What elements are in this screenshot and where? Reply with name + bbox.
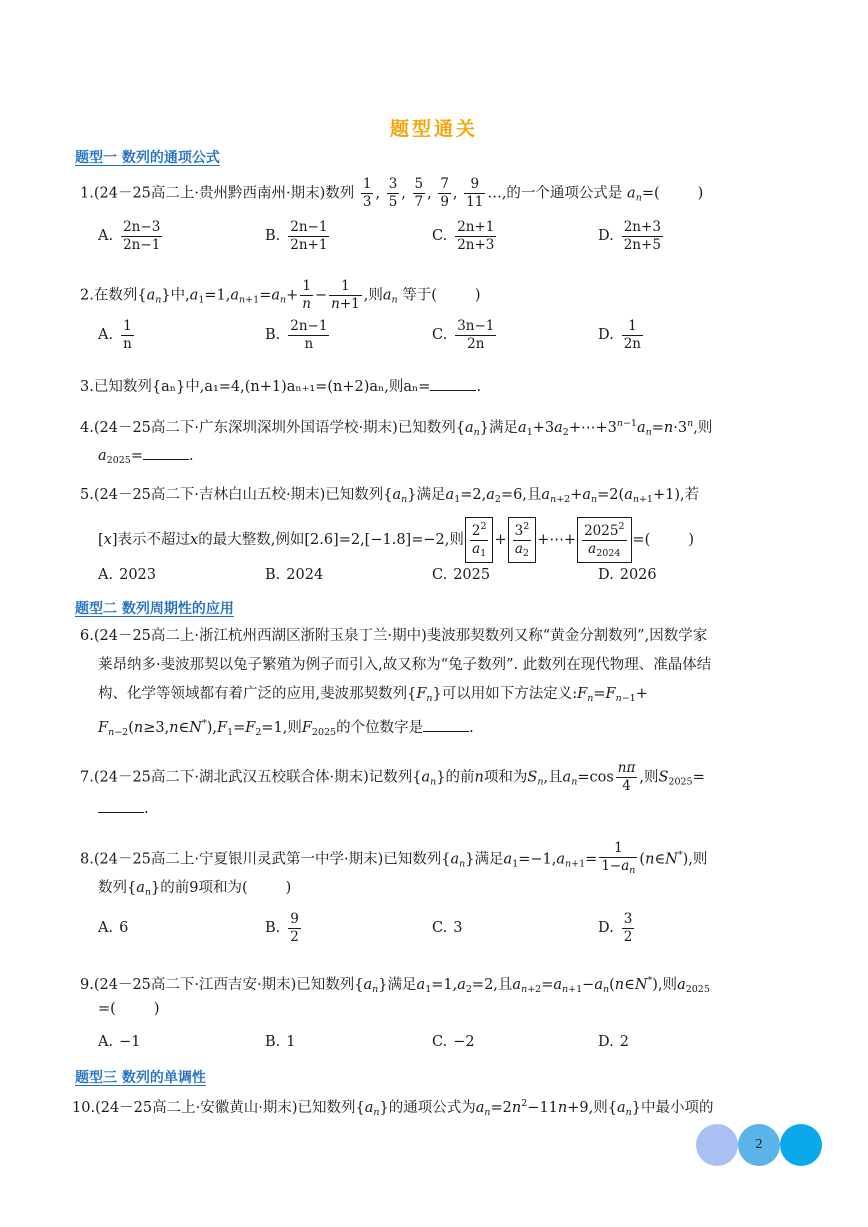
answer-blank[interactable] <box>143 445 189 460</box>
choice-d[interactable]: D. 2026 <box>598 567 657 583</box>
choice-b[interactable]: B. $\frac{2n-1}{2n+1}$ <box>265 218 328 253</box>
choice-b[interactable]: B. 1 <box>265 1034 296 1050</box>
question-9-cont: =( ) <box>98 1001 160 1017</box>
page-title: 题型通关 <box>389 118 478 140</box>
question-2: 2.在数列$\{a_n\}$中$,a_1=1,a_{n+1}=a_n+$ $\frac{1}{n}$ − $\frac{1}{n+1}$ ,则$a_n$ 等于( ) <box>80 278 481 312</box>
choice-b[interactable]: B. $\frac{2n-1}{n}$ <box>265 317 328 352</box>
choices-q5 <box>98 557 778 593</box>
choices-q2 <box>98 317 778 353</box>
term-fraction: $\frac{1}{3}$ <box>362 176 372 210</box>
question-1: 1.(24－25高二上·贵州黔西南州·期末)数列 $\frac{1}{3}$ , $\frac{3}{5}$ , $\frac{5}{7}$ , $\frac{7}{9}$ , $\frac{9}{11}$ …,的一个通项公式是 $a_n=$( ) <box>80 176 704 210</box>
term-fraction: $\frac{7}{9}$ <box>440 176 449 210</box>
question-10: 10.(24－25高二上·安徽黄山·期末)已知数列$\{a_n\}$的通项公式为$a_n=2n^2-11n+9$,则$\{a_n\}$中最小项的 <box>72 1098 714 1118</box>
question-7-cont: . <box>98 798 149 820</box>
pager-dot-right <box>780 1124 822 1166</box>
answer-blank[interactable] <box>430 376 476 391</box>
page-number: 2 <box>755 1137 763 1152</box>
term-fraction: $\frac{9}{11}$ <box>466 176 484 210</box>
question-4-cont: $a_{2025}=$ . <box>98 445 194 472</box>
question-6-line3: 构、化学等领域都有着广泛的应用,斐波那契数列$\{F_n\}$可以用如下方法定义$:F_n=F_{n-1}+$ <box>98 686 648 704</box>
question-9: 9.(24－25高二下·江西吉安·期末)已知数列$\{a_n\}$满足$a_1=1,a_2=2$,且$a_{n+2}=a_{n+1}-a_n(n\in N^*)$,则$a_{2025}$ <box>80 975 710 995</box>
choice-a[interactable]: A. $\frac{1}{n}$ <box>98 317 132 352</box>
choice-d[interactable]: D. $\frac{3}{2}$ <box>598 910 633 945</box>
question-5-cont: [x]表示不超过x的最大整数,例如[2.6]=2,[−1.8]=−2,则 $\frac{2^2}{a_1}$ + $\frac{3^2}{a_2}$ +⋯+ $\frac{2025^2}{a_{2024}}$ =( ) <box>98 517 694 563</box>
question-6-line2: 莱昂纳多·斐波那契以兔子繁殖为例子而引入,故又称为“兔子数列”. 此数列在现代物理、准晶体结 <box>98 657 712 673</box>
question-3: 3.已知数列{aₙ}中,a₁=4,(n+1)aₙ₊₁=(n+2)aₙ,则aₙ= . <box>80 376 481 398</box>
section-heading-3: 题型三 数列的单调性 <box>75 1070 206 1086</box>
answer-blank[interactable] <box>423 717 469 732</box>
choice-b[interactable]: B. 2024 <box>265 567 324 583</box>
question-6: 6.(24－25高二上·浙江杭州西湖区浙附玉泉丁兰·期中)斐波那契数列又称“黄金分割数列”,因数学家 <box>80 628 708 644</box>
term-fraction: $\frac{3}{5}$ <box>388 176 398 210</box>
answer-blank[interactable] <box>98 798 144 813</box>
choice-d[interactable]: D. $\frac{2n+3}{2n+5}$ <box>598 218 661 253</box>
question-7: 7.(24－25高二下·湖北武汉五校联合体·期末)记数列$\{a_n\}$的前n项和为$S_n$,且$a_n=\cos$ $\frac{n\pi}{4}$ ,则$S_{2025}=$ <box>80 760 705 794</box>
question-number: 1. <box>80 185 94 202</box>
choices-q8 <box>98 910 778 946</box>
question-4: 4.(24－25高二下·广东深圳深圳外国语学校·期末)已知数列$\{a_n\}$满足$a_1+3a_2+\cdots+3^{n-1}a_n=n\cdot 3^n$,则 <box>80 418 713 438</box>
section-heading-2: 题型二 数列周期性的应用 <box>75 601 234 617</box>
choice-c[interactable]: C. 3 <box>432 920 463 936</box>
question-source: (24－25高二上·贵州黔西南州·期末) <box>93 185 326 202</box>
choice-a[interactable]: A. 2023 <box>98 567 156 583</box>
choice-d[interactable]: D. 2 <box>598 1034 629 1050</box>
choice-a[interactable]: A. 6 <box>98 920 129 936</box>
choice-c[interactable]: C. 2025 <box>432 567 491 583</box>
choice-a[interactable]: A. −1 <box>98 1034 141 1050</box>
question-8: 8.(24－25高二上·宁夏银川灵武第一中学·期末)已知数列$\{a_n\}$满足$a_1=-1,a_{n+1}=$ $\frac{1}{1-a_n}$ (n∈N*),则 <box>80 840 708 876</box>
choice-b[interactable]: B. $\frac{9}{2}$ <box>265 910 299 945</box>
choices-q1 <box>98 218 778 254</box>
pager-dot-left <box>696 1124 738 1166</box>
choice-c[interactable]: C. −2 <box>432 1034 475 1050</box>
term-fraction: $\frac{5}{7}$ <box>414 176 424 210</box>
choice-c[interactable]: C. $\frac{2n+1}{2n+3}$ <box>432 218 495 253</box>
question-8-cont: 数列$\{a_n\}$的前9项和为( ) <box>98 880 292 898</box>
question-5: 5.(24－25高二下·吉林白山五校·期末)已知数列$\{a_n\}$满足$a_1=2,a_2=6$,且$a_{n+2}+a_n=2(a_{n+1}+1)$,若 <box>80 487 700 505</box>
choices-q9 <box>98 1024 778 1060</box>
question-6-line4: $F_{n-2}(n\ge 3,n\in N^*),F_1=F_2=1$,则$F_{2025}$的个位数字是 . <box>98 718 474 738</box>
choice-c[interactable]: C. $\frac{3n-1}{2n}$ <box>432 317 495 352</box>
choice-a[interactable]: A. $\frac{2n-3}{2n-1}$ <box>98 218 161 253</box>
choice-d[interactable]: D. $\frac{1}{2n}$ <box>598 317 642 352</box>
section-heading-1: 题型一 数列的通项公式 <box>75 150 220 166</box>
